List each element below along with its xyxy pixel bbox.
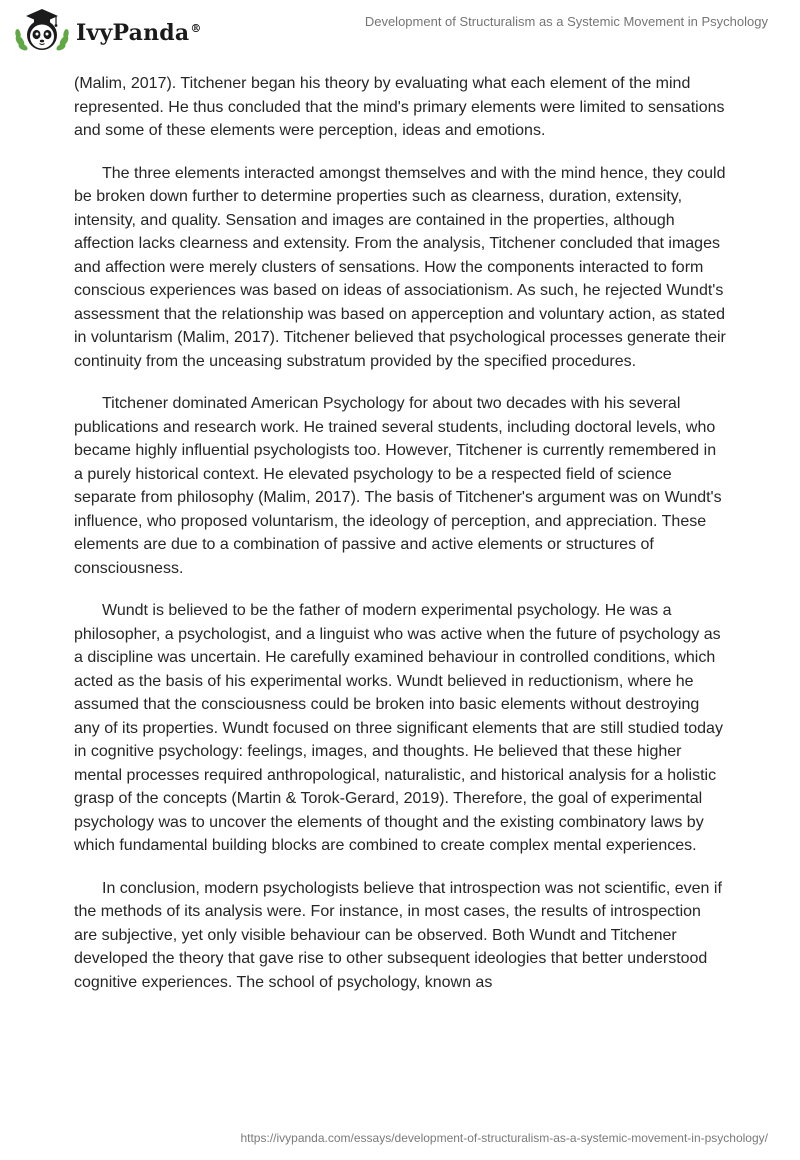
paragraph: In conclusion, modern psychologists believe that introspection was not scientific, even if the methods of its analysis were. For instance, in most cases, the results of introspection are subjective, yet only visible behaviour can be observed. Both Wundt and Titchener developed the theory that gave rise to other subsequent ideologies that better understood cognitive experiences. The school of psychology, known as [74,879,722,991]
paragraph: (Malim, 2017). Titchener began his theory by evaluating what each element of the mind represented. He thus concluded that the mind's primary elements were limited to sensations and some of these elements were perception, ideas and emotions. [74,75,725,139]
paragraph: The three elements interacted amongst themselves and with the mind hence, they could be broken down further to determine properties such as clearness, duration, extensity, intensity, and quality. Sensation and images are contained in the properties, although affection lacks clearness and extensity. From the analysis, Titchener concluded that images and affection were merely clusters of sensations. How the components interacted to form conscious experiences was based on ideas of associationism. As such, he rejected Wundt's assessment that the relationship was based on apperception and voluntary action, as stated in voluntarism (Malim, 2017). Titchener believed that psychological processes generate their continuity from the unceasing substratum provided by the specified procedures. [74,164,726,370]
ivypanda-logo[interactable] [14,7,202,53]
paragraph: Wundt is believed to be the father of modern experimental psychology. He was a philosopher, a psychologist, and a linguist who was active when the future of psychology as a discipline was uncertain. He carefully examined behaviour in controlled conditions, which acted as the basis of his experimental works. Wundt believed in reductionism, where he assumed that the consciousness could be broken into basic elements without destroying any of its properties. Wundt focused on three significant elements that are still studied today in cognitive psychology: feelings, images, and thoughts. He believed that these higher mental processes required anthropological, naturalistic, and historical analysis for a holistic grasp of the concepts (Martin & Torok-Gerard, 2019). Therefore, the goal of experimental psychology was to uncover the elements of thought and the existing combinatory laws by which fundamental building blocks are combined to create complex mental experiences. [74,602,723,854]
essay-body [74,72,726,1013]
paragraph: Titchener dominated American Psychology for about two decades with his several publications and research work. He trained several students, including doctoral levels, who became highly influential psychologists too. However, Titchener is currently remembered in a purely historical context. He elevated psychology to be a respected field of science separate from philosophy (Malim, 2017). The basis of Titchener's argument was on Wundt's influence, who proposed voluntarism, the ideology of perception, and appreciation. These elements are due to a combination of passive and active elements or structures of consciousness. [74,395,722,577]
page-header [0,0,800,60]
source-url[interactable]: https://ivypanda.com/essays/development-of-structuralism-as-a-systemic-movement-in-psychology/ [240,1131,768,1145]
document-title: Development of Structuralism as a Systemic Movement in Psychology [364,14,768,29]
brand-name: IvyPanda® [76,20,202,46]
panda-graduate-icon [14,7,70,53]
registered-mark: ® [190,21,202,35]
